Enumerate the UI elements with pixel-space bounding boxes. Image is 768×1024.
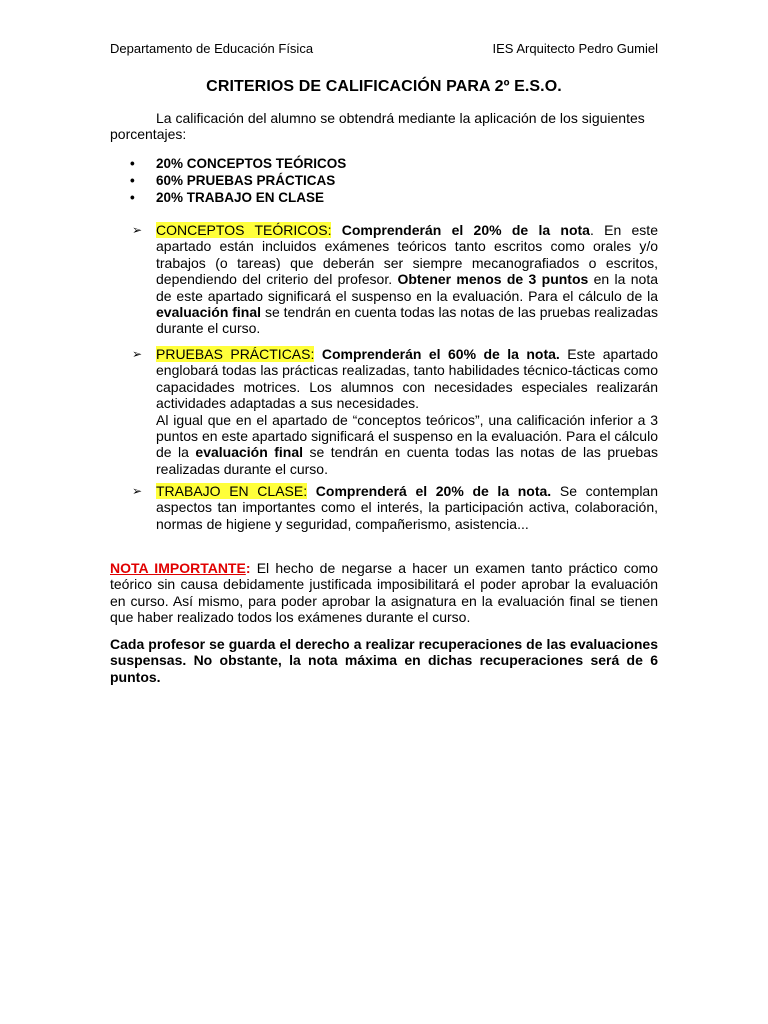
arrow-bullet-icon: ➢ (132, 223, 143, 237)
section-pruebas: ➢ PRUEBAS PRÁCTICAS: Comprenderán el 60% de la nota. Este apartado englobará todas las prácticas realizadas, tanto habilidades técnico-tácticas como capacidades motrices. Los alumnos con necesidades especiales realizarán actividades adaptadas a sus necesidades. Al igual que en el apartado de “conceptos teóricos”, una calificación inferior a 3 puntos en este apartado significará el suspenso en la evaluación. Para el cálculo de la evaluación final se tendrán en cuenta todas las notas de las pruebas realizadas durante el curso. (132, 346, 659, 477)
list-item: • 60% PRUEBAS PRÁCTICAS (110, 172, 346, 189)
arrow-bullet-icon: ➢ (132, 347, 143, 361)
page-header (110, 41, 658, 56)
document-title: CRITERIOS DE CALIFICACIÓN PARA 2º E.S.O. (206, 78, 562, 95)
arrow-bullet-icon: ➢ (132, 484, 143, 498)
list-item: • 20% TRABAJO EN CLASE (110, 189, 346, 206)
section-heading: PRUEBAS PRÁCTICAS (156, 346, 311, 362)
header-department: Departamento de Educación Física (110, 41, 314, 56)
header-school: IES Arquitecto Pedro Gumiel (492, 41, 658, 56)
nota-importante: NOTA IMPORTANTE: El hecho de negarse a hacer un examen tanto práctico como teórico sin causa debidamente justificada imposibilitará el poder aprobar la evaluación en curso. Así mismo, para poder aprobar la asignatura en la evaluación final se tienen que haber realizado todos los exámenes durante el curso. (110, 560, 659, 626)
section-lead: Comprenderán el 20% de la nota (341, 222, 590, 238)
nota-label: NOTA IMPORTANTE (110, 560, 246, 576)
section-heading: CONCEPTOS TEÓRICOS (156, 222, 328, 238)
section-lead: Comprenderá el 20% de la nota. (315, 483, 552, 499)
section-trabajo: ➢ TRABAJO EN CLASE: Comprenderá el 20% de la nota. Se contemplan aspectos tan importantes como el interés, la participación activa, colaboración, normas de higiene y seguridad, compañerismo, asistencia... (132, 483, 659, 532)
section-conceptos: ➢ CONCEPTOS TEÓRICOS: Comprenderán el 20% de la nota. En este apartado están incluidos exámenes teóricos tanto escritos como orales y/o trabajos (o tareas) que deberán ser siempre mecanografiados o escritos, dependiendo del criterio del profesor. Obtener menos de 3 puntos en la nota de este apartado significará el suspenso en la evaluación. Para el cálculo de la evaluación final se tendrán en cuenta todas las notas de las pruebas realizadas durante el curso. (132, 222, 658, 337)
section-heading: TRABAJO EN CLASE (156, 483, 304, 499)
final-note: Cada profesor se guarda el derecho a realizar recuperaciones de las evaluaciones suspensas. No obstante, la nota máxima en dichas recuperaciones será de 6 puntos. (110, 636, 658, 685)
intro-paragraph: La calificación del alumno se obtendrá mediante la aplicación de los siguientes porcentajes: (110, 110, 645, 142)
list-item: • 20% CONCEPTOS TEÓRICOS (110, 155, 346, 172)
section-lead: Comprenderán el 60% de la nota. (321, 346, 560, 362)
percentage-list (110, 155, 346, 206)
